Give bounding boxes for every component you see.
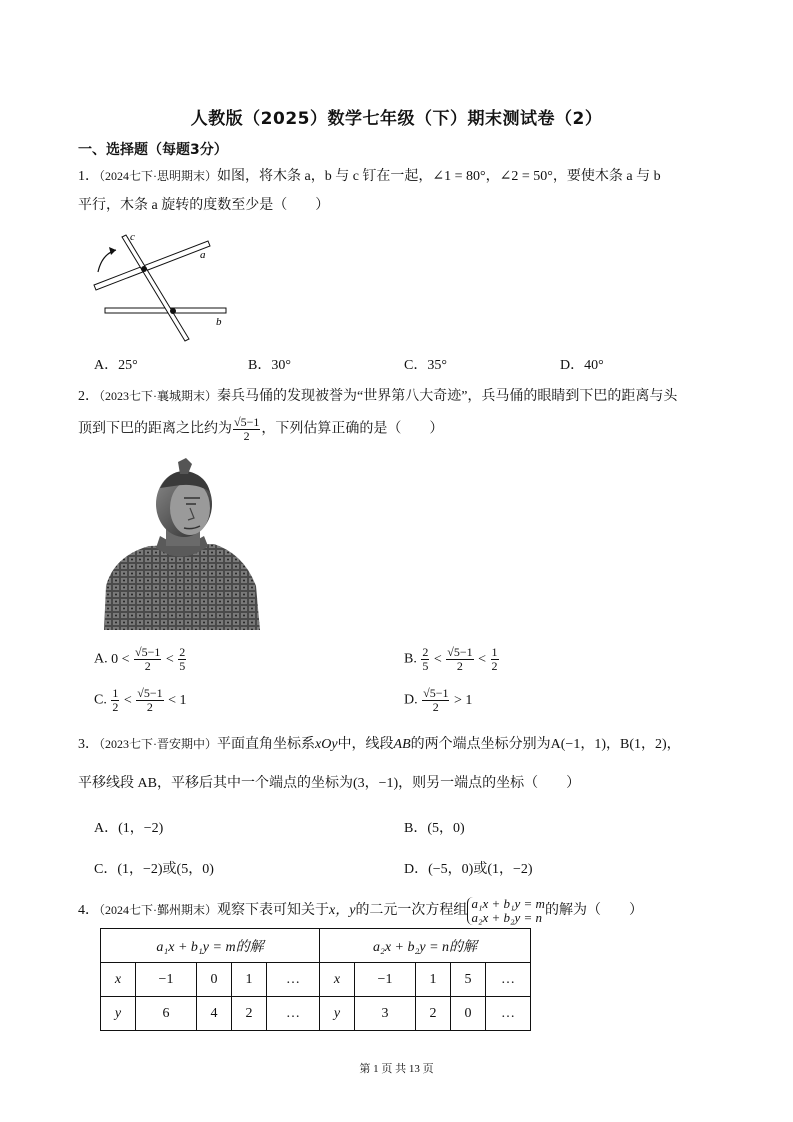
denominator: 2 <box>432 700 439 714</box>
denominator: 2 <box>144 659 151 673</box>
denominator: 2 <box>456 659 463 673</box>
table-header-row <box>101 929 531 963</box>
table-cell: 3 <box>355 997 416 1031</box>
table-cell: 2 <box>232 997 267 1031</box>
question-number: 2． <box>78 389 99 404</box>
question-text: 的解为（ ） <box>544 903 643 919</box>
expression-text: < <box>474 651 490 667</box>
table-cell: 1 <box>232 963 267 997</box>
question-source: （2023七下·晋安期中） <box>99 737 217 751</box>
table-cell: … <box>267 963 320 997</box>
q1-option-d: D．40° <box>560 358 604 373</box>
question-text: 的两个端点坐标分别为 <box>410 737 551 752</box>
numerator: 2 <box>422 645 429 659</box>
table-cell: 4 <box>197 997 232 1031</box>
label-a: a <box>200 249 206 261</box>
equation-1: a₁x + b₁y = m <box>471 896 545 911</box>
nail-2 <box>170 308 176 314</box>
table-cell: −1 <box>136 963 197 997</box>
table-row <box>101 997 531 1031</box>
denominator: 2 <box>491 659 498 673</box>
table-cell: 0 <box>197 963 232 997</box>
question-text: 中，线段 <box>337 737 394 752</box>
fraction <box>422 687 449 714</box>
nail-1 <box>141 266 147 272</box>
table-header-2: a₂x + b₂y = n的解 <box>320 929 531 963</box>
q3-option-d: D．(−5，0)或(1，−2) <box>404 862 533 877</box>
expression-text: < <box>430 651 446 667</box>
expression-text: < <box>120 692 136 708</box>
question-source: （2024七下·思明期末） <box>99 169 217 183</box>
table-cell: −1 <box>355 963 416 997</box>
denominator: 2 <box>243 429 250 443</box>
question-text: 顶到下巴的距离之比约为 <box>78 421 232 437</box>
q2-option-b <box>404 646 500 673</box>
table-cell: 2 <box>416 997 451 1031</box>
math-term: A(−1，1)，B(1，2)， <box>550 737 681 752</box>
math-term: AB <box>393 737 411 752</box>
terracotta-warrior-image <box>104 458 260 630</box>
option-expression <box>110 686 187 714</box>
fraction <box>136 687 163 714</box>
expression-text: 0 < <box>111 651 134 667</box>
question-source: （2024七下·鄞州期末） <box>99 903 217 918</box>
q1-option-c: C．35° <box>404 358 447 373</box>
arrowhead-icon <box>109 247 116 255</box>
numerator: √5−1 <box>423 686 449 700</box>
page-footer: 第 1 页 共 13 页 <box>359 1063 434 1075</box>
fraction <box>111 687 119 714</box>
table-cell: 5 <box>451 963 486 997</box>
question-number: 3． <box>78 737 99 752</box>
fraction <box>233 416 260 443</box>
question-text: 秦兵马俑的发现被誉为“世界第八大奇迹”，兵马俑的眼睛到下巴的距离与头 <box>217 389 678 404</box>
numerator: 1 <box>491 645 498 659</box>
question-text: 观察下表可知关于 <box>217 903 329 919</box>
option-label: D. <box>404 692 418 708</box>
table-cell: … <box>267 997 320 1031</box>
option-label: A. <box>94 651 108 667</box>
q2-option-d <box>404 687 472 714</box>
option-expression <box>421 686 473 714</box>
numerator: √5−1 <box>447 645 473 659</box>
question-2-line-2 <box>78 416 443 443</box>
q2-option-c <box>94 687 187 714</box>
table-cell: y <box>320 997 355 1031</box>
table-cell: x <box>101 963 136 997</box>
question-text: 的二元一次方程组 <box>355 903 468 919</box>
strip-c <box>122 235 189 341</box>
question-2-line-1 <box>78 385 677 408</box>
question-3-line-1 <box>78 733 681 756</box>
q1-option-a: A．25° <box>94 358 138 373</box>
table-cell: … <box>486 963 531 997</box>
q3-option-c: C．(1，−2)或(5，0) <box>94 862 214 877</box>
q1-option-b: B．30° <box>248 358 291 373</box>
expression-text: > 1 <box>450 692 473 708</box>
q3-option-b: B．(5，0) <box>404 821 465 836</box>
equation-2: a₂x + b₂y = n <box>471 910 543 925</box>
denominator: 5 <box>422 659 429 673</box>
table-cell: y <box>101 997 136 1031</box>
math-term: x，y <box>329 903 356 919</box>
fraction <box>421 646 429 673</box>
question-text: 平面直角坐标系 <box>217 737 315 752</box>
numerator: √5−1 <box>137 686 163 700</box>
expression-text: < 1 <box>164 692 187 708</box>
q2-option-a <box>94 646 187 673</box>
table-header-1: a₁x + b₁y = m的解 <box>101 929 320 963</box>
question-1-line-2: 平行，木条 a 旋转的度数至少是（ ） <box>78 198 330 213</box>
question-text: 如图，将木条 a，b 与 c 钉在一起，∠1 = 80°，∠2 = 50°，要使木条 a 与 b <box>217 169 661 184</box>
section-heading: 一、选择题（每题3分） <box>78 142 228 158</box>
option-label: B. <box>404 651 417 667</box>
denominator: 2 <box>146 700 153 714</box>
rotate-arrow-icon <box>98 250 116 272</box>
numerator: √5−1 <box>135 645 161 659</box>
wood-strips-figure <box>78 228 248 346</box>
fraction <box>134 646 161 673</box>
question-text: ，下列估算正确的是（ ） <box>261 421 444 437</box>
table-cell: … <box>486 997 531 1031</box>
math-term: xOy <box>315 737 338 752</box>
table-cell: 0 <box>451 997 486 1031</box>
question-4-line-1 <box>78 897 643 925</box>
question-number: 4． <box>78 903 99 919</box>
numerator: √5−1 <box>234 415 260 429</box>
fraction <box>491 646 499 673</box>
question-number: 1． <box>78 169 99 184</box>
label-b: b <box>216 316 222 328</box>
table-cell: 1 <box>416 963 451 997</box>
question-source: （2023七下·襄城期末） <box>99 389 217 403</box>
table-cell: x <box>320 963 355 997</box>
question-1-line-1 <box>78 165 661 188</box>
numerator: 1 <box>112 686 119 700</box>
denominator: 2 <box>112 700 119 714</box>
denominator: 5 <box>179 659 186 673</box>
numerator: 2 <box>179 645 186 659</box>
page-title: 人教版（2025）数学七年级（下）期末测试卷（2） <box>190 109 603 129</box>
fraction <box>178 646 186 673</box>
option-expression <box>111 645 187 673</box>
question-3-line-2: 平移线段 AB，平移后其中一个端点的坐标为(3，−1)，则另一端点的坐标（ ） <box>78 776 581 791</box>
table-row <box>101 963 531 997</box>
option-expression <box>420 645 499 673</box>
q3-option-a: A．(1，−2) <box>94 821 164 836</box>
fraction <box>446 646 473 673</box>
expression-text: < <box>162 651 178 667</box>
label-c: c <box>130 231 135 243</box>
table-cell: 6 <box>136 997 197 1031</box>
option-label: C. <box>94 692 107 708</box>
equation-system <box>467 897 545 925</box>
solutions-table <box>100 928 531 1031</box>
